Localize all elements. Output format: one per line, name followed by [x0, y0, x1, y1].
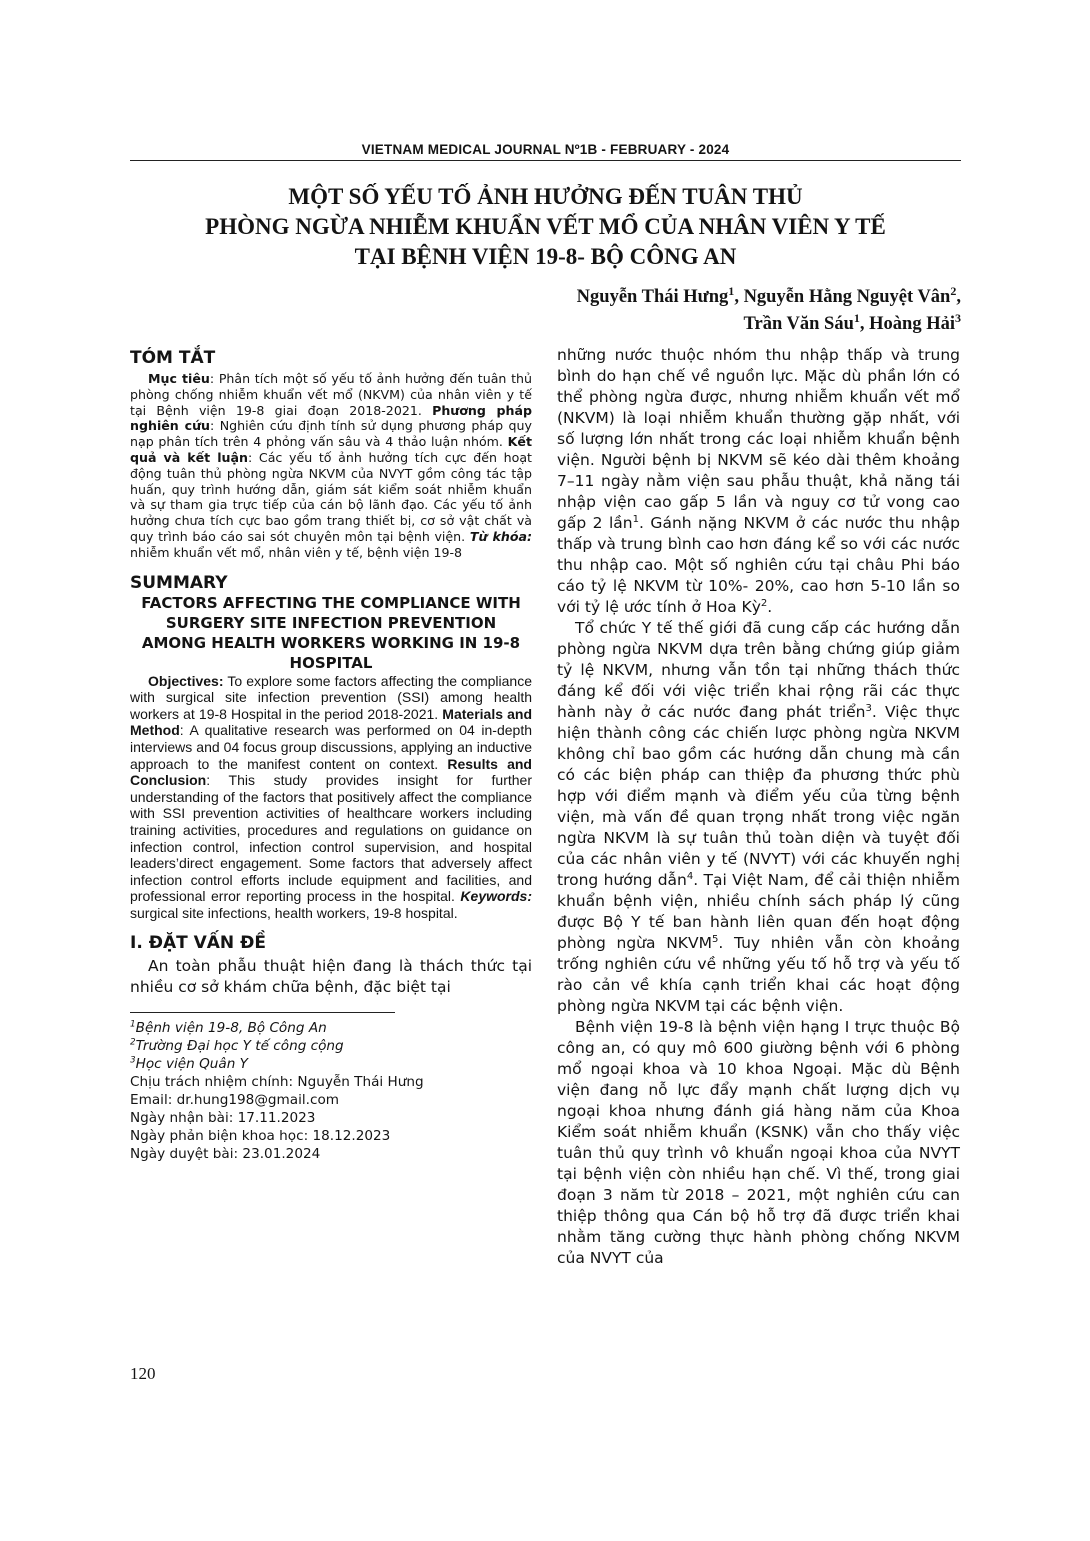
label-muc-tieu: Mục tiêu	[148, 371, 210, 386]
author-name: Nguyễn Thái Hưng	[576, 287, 729, 307]
footnote-sup: 2	[130, 1037, 136, 1048]
title-line-1: MỘT SỐ YẾU TỐ ẢNH HƯỞNG ĐẾN TUÂN THỦ	[288, 184, 803, 209]
footnote-sup: 3	[130, 1055, 136, 1066]
citation-sup: 3	[865, 702, 872, 714]
citation-sup: 2	[760, 597, 768, 609]
label-phuong-phap: Phương pháp nghiên cứu	[130, 402, 532, 434]
section-1-heading: I. ĐẶT VẤN ĐỀ	[130, 933, 266, 954]
label-tu-khoa: Từ khóa:	[469, 528, 533, 544]
paragraph-text: những nước thuộc nhóm thu nhập thấp và trung bình do hạn chế về nguồn lực. Mặc dù phần lớn có thể phòng ngừa được, nhưng nhiễm khuẩn vết mổ (NKVM) là loại nhiễm khuẩn thường gặp nhất, với số lượng lớn nhất trong các loại nhiễm khuẩn bệnh viện. Người bệnh bị NKVM sẽ kéo dài thêm khoảng 7–11 ngày nằm viện sau phẫu thuật, khả năng tái nhập viện cao gấp 5 lần và nguy cơ tử vong cao gấp 2 lần	[557, 346, 960, 532]
section-1-paragraph: An toàn phẫu thuật hiện đang là thách thức tại nhiều cơ sở khám chữa bệnh, đặc biệt tại	[130, 957, 532, 997]
author-affiliation-sup: 1	[728, 283, 735, 298]
author-line-2: Trần Văn Sáu$^1$, Hoàng Hải$^3$	[743, 310, 961, 334]
author-name: Hoàng Hải	[869, 314, 955, 334]
english-abstract	[130, 673, 532, 922]
header-rule	[130, 160, 961, 161]
tom-tat-heading: TÓM TẮT	[130, 348, 216, 368]
abstract-text: : Các yếu tố ảnh hưởng tích cực đến hoạt động tuân thủ phòng ngừa NKVM của NVYT gồm công tác tập huấn, quy trình hướng dẫn, giám sát kiểm soát nhiễm khuẩn và sự tham gia trực tiếp của cán bộ lãnh đạo. Các yếu tố ảnh hưởng chưa tích cực bao gồm trang thiết bị, cơ sở vật chất và quy trình báo cáo sai sót chuyên môn tại bệnh viện.	[130, 449, 532, 544]
page-number: 120	[130, 1364, 156, 1383]
title-line-2: PHÒNG NGỪA NHIỄM KHUẨN VẾT MỔ CỦA NHÂN VIÊN Y TẾ	[205, 214, 886, 239]
accepted-date: Ngày duyệt bài: 23.01.2024	[130, 1146, 321, 1163]
citation-sup: 4	[686, 870, 694, 882]
paragraph-2	[557, 618, 960, 1017]
paragraph-text: .	[767, 598, 773, 616]
author-affiliation-sup: 3	[954, 310, 961, 325]
abstract-text: : Phân tích một số yếu tố ảnh hưởng đến tuân thủ phòng chống nhiễm khuẩn vết mổ (NKVM) của nhân viên y tế tại Bệnh viện 19-8 giai đoạn 2018-2021.	[130, 371, 532, 418]
english-title: FACTORS AFFECTING THE COMPLIANCE WITH SURGERY SITE INFECTION PREVENTION AMONG HEALTH WORKERS WORKING IN 19-8 HOSPITAL	[141, 593, 521, 672]
label-objectives: Objectives:	[148, 672, 224, 689]
label-ket-qua: Kết quả và kết luận	[130, 434, 532, 465]
author-name: Nguyễn Hằng Nguyệt Vân	[743, 287, 951, 307]
citation-sup: 1	[632, 513, 640, 525]
abstract-text: To explore some factors affecting the compliance with surgical site infection prevention (SSI) among health workers at 19-8 Hospital in the period 2018-2021.	[130, 672, 532, 722]
label-methods: Materials and Method	[130, 705, 532, 739]
paragraph-text: . Tại Việt Nam, để cải thiện nhiễm khuẩn bệnh viện, nhiều chính sách pháp lý cũng được Bộ Y tế ban hành liên quan đến hoạt động phòng ngừa NKVM	[557, 871, 960, 952]
abstract-text: surgical site infections, health workers, 19-8 hospital.	[130, 904, 458, 921]
footnote-text: Học viện Quân Y	[135, 1056, 248, 1073]
footnote-affiliation-3	[130, 1055, 532, 1073]
footnote-rule	[130, 1012, 395, 1013]
paragraph-text: . Gánh nặng NKVM ở các nước thu nhập thấp và trung bình cao hơn đáng kể so với các nước thu nhập cao. Một số nghiên cứu tại châu Phi báo cáo tỷ lệ NKVM từ 10%- 20%, cao hơn 5-10 lần so với tỷ lệ ước tính ở Hoa Kỳ	[557, 514, 961, 616]
author-list	[400, 284, 961, 338]
citation-sup: 5	[711, 933, 719, 945]
paragraph-3: Bệnh viện 19-8 là bệnh viện hạng I trực thuộc Bộ công an, có quy mô 600 giường bệnh với 6 phòng mổ ngoại khoa và 10 khoa Ngoại. Mặc dù Bệnh viện đang nỗ lực đẩy mạnh chất lượng dịch vụ ngoại khoa nhưng đánh giá hàng năm của Khoa Kiểm soát nhiễm khuẩn (KSNK) vẫn cho thấy việc tuân thủ quy trình vô khuẩn ngoại khoa của NVYT tại bệnh viện còn nhiều hạn chế. Vì thế, trong giai đoạn 3 năm từ 2018 – 2021, một nghiên cứu can thiệp thông qua Cán bộ hỗ trợ đã được triển khai nhằm tăng cường thực hành phòng chống NKVM của NVYT của	[557, 1018, 960, 1267]
title-line-3: TẠI BỆNH VIỆN 19-8- BỘ CÔNG AN	[354, 244, 737, 269]
label-results: Results and Conclusion	[130, 755, 532, 789]
email: Email: dr.hung198@gmail.com	[130, 1092, 340, 1109]
right-column	[557, 345, 960, 1269]
footnote-text: Trường Đại học Y tế công cộng	[135, 1038, 344, 1055]
vietnamese-abstract	[130, 371, 532, 561]
journal-header: VIETNAM MEDICAL JOURNAL Nº1B - FEBRUARY - 2024	[361, 142, 730, 157]
author-affiliation-sup: 1	[853, 310, 860, 325]
abstract-text: nhiễm khuẩn vết mổ, nhân viên y tế, bệnh viện 19-8	[130, 544, 463, 560]
paragraph-text: . Việc thực hiện thành công các chiến lược phòng ngừa NKVM không chỉ bao gồm các hướng dẫn chung mà cần có các biện pháp can thiệp đa phương thức phù hợp với điểm mạnh và điểm yếu của từng bệnh viện, mà vấn đề quan trọng nhất trong việc ngăn ngừa NKVM là sự tuân thủ toàn diện và tuyệt đối của các nhân viên y tế (NVYT) với các khuyến nghị trong hướng dẫn	[557, 703, 960, 889]
paragraph-text: . Tuy nhiên vẫn còn khoảng trống nghiên cứu về những yếu tố hỗ trợ và yếu tố rào cản về khía cạnh triển khai các hoạt động phòng ngừa NKVM tại các bệnh viện.	[557, 934, 960, 1015]
article-title	[130, 182, 961, 272]
reviewed-date: Ngày phản biện khoa học: 18.12.2023	[130, 1128, 391, 1145]
label-keywords: Keywords:	[460, 888, 532, 905]
footnote-sup: 1	[130, 1019, 136, 1030]
footnote-affiliation-1	[130, 1019, 532, 1037]
summary-heading: SUMMARY	[130, 572, 228, 593]
footnote-affiliation-2	[130, 1037, 532, 1055]
abstract-text: : A qualitative research was performed on 04 in-depth interviews and 04 focus group discussions, applying an inductive approach to the manifest content on context.	[130, 722, 532, 772]
left-column	[130, 348, 532, 1163]
abstract-text: : Nghiên cứu định tính sử dụng phương pháp quy nạp phân tích trên 4 phỏng vấn sâu và 4 thảo luận nhóm.	[130, 418, 532, 450]
abstract-text: : This study provides insight for further understanding of the factors that positively affect the compliance with SSI prevention activities of healthcare workers including training activities, procedures and regulations on guidance on infection control, infection control supervision, and hospital leaders’direct engagement. Some factors that adversely affect infection control efforts include equipment and facilities, and professional error reporting process in the hospital.	[130, 772, 532, 905]
corresponding-author: Chịu trách nhiệm chính: Nguyễn Thái Hưng	[130, 1074, 424, 1091]
footnote-text: Bệnh viện 19-8, Bộ Công An	[135, 1020, 327, 1037]
author-name: Trần Văn Sáu	[743, 314, 854, 334]
author-affiliation-sup: 2	[950, 283, 957, 298]
paragraph-1	[557, 345, 960, 618]
author-line-1: Nguyễn Thái Hưng$^1$, Nguyễn Hằng Nguyệt Vân$^2$,	[576, 283, 961, 307]
received-date: Ngày nhận bài: 17.11.2023	[130, 1110, 316, 1127]
paragraph-text: Tổ chức Y tế thế giới đã cung cấp các hướng dẫn phòng ngừa NKVM dựa trên bằng chứng giúp giảm tỷ lệ NKVM, nhưng vẫn tồn tại những thách thức đáng kể đối với việc triển khai rộng rãi các thực hành này ở các nước đang phát triển	[557, 619, 960, 721]
